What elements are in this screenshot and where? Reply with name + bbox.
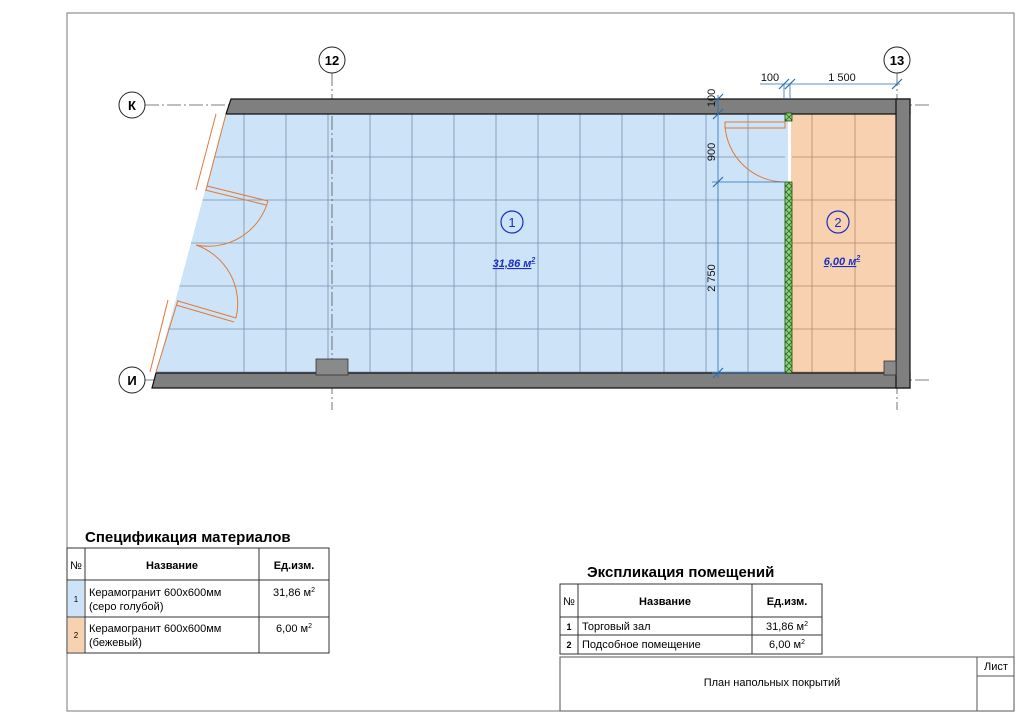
wall-right	[896, 99, 910, 388]
spec-header-name: Название	[146, 560, 198, 572]
column-axis-12	[316, 359, 348, 375]
expl-row-2-value: 6,00 $м^2$	[769, 639, 805, 651]
expl-header-num: №	[563, 596, 575, 608]
expl-row-2-num: 2	[566, 640, 572, 650]
axis-label-13: 13	[889, 53, 905, 68]
partition-stub	[785, 113, 792, 121]
wall-top	[226, 99, 910, 114]
expl-row-1-name: Торговый зал	[582, 621, 651, 633]
spec-row-1-value: 31,86 $м^2$	[272, 587, 316, 599]
room-number-2: 2	[834, 215, 842, 230]
spec-row-1-name-line1: Керамогранит 600x600мм	[89, 587, 222, 599]
partition-wall	[785, 182, 792, 373]
spec-row-1-name-line2: (серо голубой)	[89, 601, 164, 613]
title-block-sheet-label: Лист	[984, 661, 1008, 673]
expl-row-2-name: Подсобное помещение	[582, 639, 701, 651]
spec-row-1-num: 1	[73, 595, 79, 604]
axis-label-i: И	[127, 373, 137, 388]
spec-header-num: №	[70, 560, 82, 572]
expl-header-name: Название	[639, 596, 691, 608]
room-area-2: 6,00 $м^2$	[823, 255, 861, 268]
expl-row-1-num: 1	[566, 622, 572, 632]
expl-title: Экспликация помещений	[587, 564, 775, 581]
axis-label-k: К	[128, 98, 136, 113]
spec-row-2-name-line1: Керамогранит 600x600мм	[89, 623, 222, 635]
room-number-1: 1	[508, 215, 516, 230]
dim-vert-100: 100	[706, 88, 718, 108]
axis-marker-k	[119, 92, 145, 118]
dim-vert-900: 900	[706, 142, 718, 162]
spec-header-unit: Ед.изм.	[273, 560, 315, 572]
column-right	[884, 361, 896, 375]
dim-top-1500: 1 500	[828, 72, 856, 84]
room-area-1: 31,86 $м^2$	[492, 257, 536, 270]
expl-header-unit: Ед.изм.	[766, 596, 808, 608]
dim-vert-2750: 2 750	[706, 264, 718, 292]
axis-marker-i	[119, 367, 145, 393]
axis-marker-12	[319, 47, 345, 73]
expl-row-1-value: 31,86 $м^2$	[765, 621, 809, 633]
wall-bottom	[152, 373, 910, 388]
dim-top-100: 100	[760, 72, 780, 84]
spec-row-2-name-line2: (бежевый)	[89, 637, 142, 649]
spec-row-2-num: 2	[73, 631, 79, 640]
title-block-caption: План напольных покрытий	[703, 677, 841, 689]
spec-title: Спецификация материалов	[85, 529, 291, 546]
axis-label-12: 12	[324, 53, 340, 68]
axis-marker-13	[884, 47, 910, 73]
spec-row-2-value: 6,00 $м^2$	[276, 623, 312, 635]
